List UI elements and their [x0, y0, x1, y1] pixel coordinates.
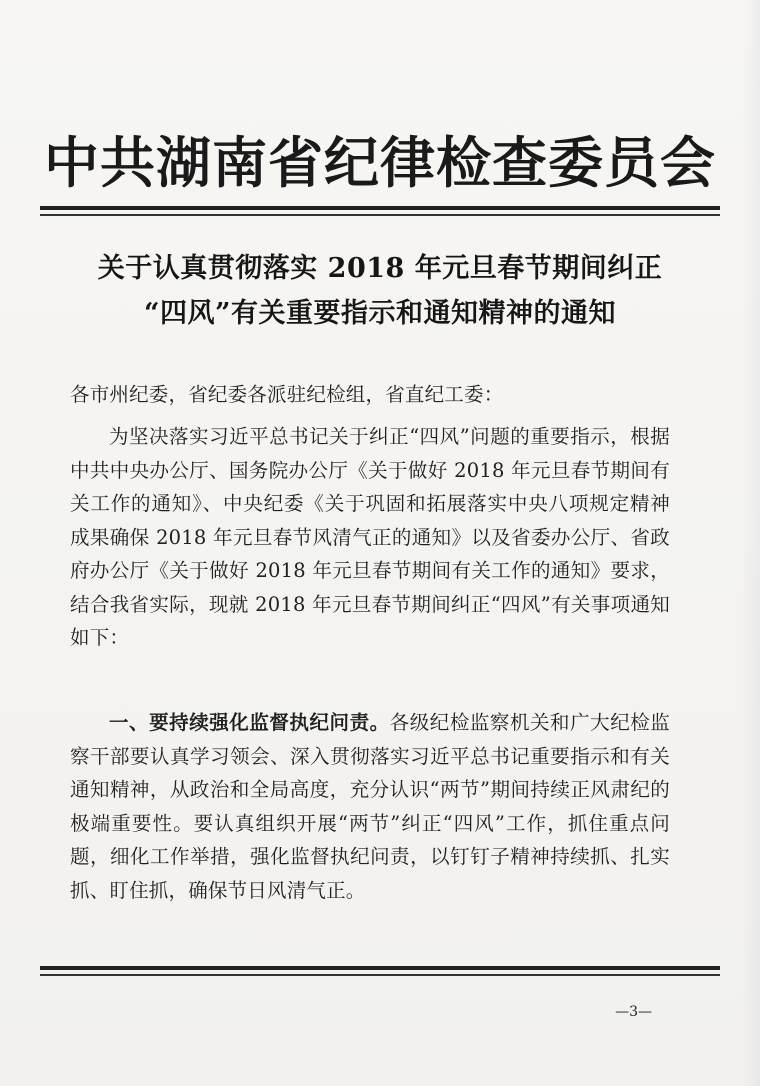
page-edge-shadow	[742, 0, 760, 1086]
header-rule-thin	[40, 214, 720, 216]
section-1-paragraph	[70, 706, 670, 907]
intro-paragraph: 为坚决落实习近平总书记关于纠正“四风”问题的重要指示，根据中共中央办公厅、国务院办公厅《关于做好 2018 年元旦春节期间有关工作的通知》、中央纪委《关于巩固和拓展落实中央八项规定精神成果确保 2018 年元旦春节风清气正的通知》以及省委办公厅、省政府办公厅《关于做好 2018 年元旦春节期间有关工作的通知》要求，结合我省实际，现就 2018 年元旦春节期间纠正“四风”有关事项通知如下：	[70, 425, 670, 649]
page-number: —3—	[615, 1004, 652, 1020]
header-rule-thick	[40, 206, 720, 210]
document-title-line-2: “四风”有关重要指示和通知精神的通知	[143, 298, 617, 329]
document-title-line-1: 关于认真贯彻落实 2018 年元旦春节期间纠正	[97, 253, 663, 284]
footer-rule-thick	[40, 966, 720, 970]
section-1-body: 各级纪检监察机关和广大纪检监察干部要认真学习领会、深入贯彻落实习近平总书记重要指示和有关通知精神，从政治和全局高度，充分认识“两节”期间持续正风肃纪的极端重要性。要认真组织开展“两节”纠正“四风”工作，抓住重点问题，细化工作举措，强化监督执纪问责，以钉钉子精神持续抓、扎实抓、盯住抓，确保节日风清气正。	[70, 711, 670, 902]
footer-rule-thin	[40, 974, 720, 976]
section-1-heading: 一、要持续强化监督执纪问责。	[109, 711, 390, 734]
issuing-organization-header: 中共湖南省纪律检查委员会	[43, 131, 716, 195]
addressee-line: 各市州纪委，省纪委各派驻纪检组，省直纪工委：	[70, 383, 504, 406]
